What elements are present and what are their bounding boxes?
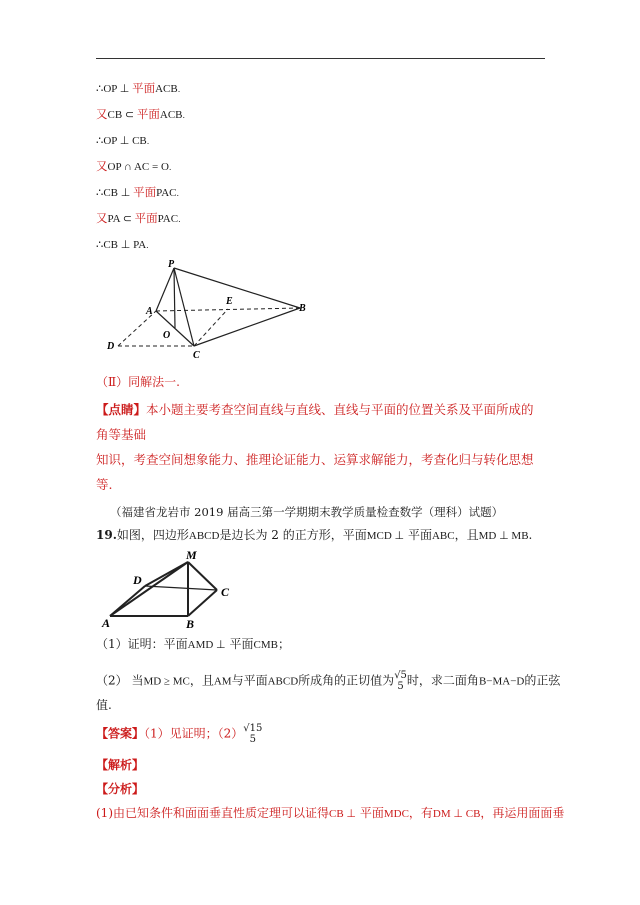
proof-prefix: 又: [96, 211, 108, 225]
fenxi-heading: 【分析】: [96, 782, 145, 796]
label-D2: D: [133, 573, 142, 587]
analysis-text-c: ，有: [408, 806, 433, 820]
problem-math-2: MCD ⊥: [366, 530, 405, 542]
proof-line: [96, 133, 149, 149]
question-2-line2: 值.: [96, 698, 112, 712]
q1-text-c: ；: [277, 637, 290, 651]
q2-text-e: 时，求二面角: [406, 673, 479, 688]
proof-math: OP ⊥ CB: [103, 135, 147, 147]
proof-suffix: .: [182, 111, 186, 120]
proof-line: [96, 159, 171, 175]
proof-prefix: 又: [96, 159, 108, 173]
analysis-text-a: (1)由已知条件和面面垂直性质定理可以证得: [96, 806, 329, 820]
figure-pyramid-mabcd: [100, 548, 240, 630]
proof-prefix: ∴: [96, 185, 104, 199]
q1-text-b: 平面: [225, 637, 254, 651]
proof-plane-word: 平面: [132, 81, 156, 95]
source-line: （福建省龙岩市 2019 届高三第一学期期末教学质量检查数学（理科）试题）: [110, 505, 504, 519]
comment-line1: 本小题主要考查空间直线与直线、直线与平面的位置关系及平面所成的角等基础: [96, 402, 534, 442]
answer-frac-den: 5: [249, 734, 257, 745]
label-B2: B: [186, 617, 195, 630]
label-M: M: [186, 548, 197, 562]
label-P: P: [168, 259, 175, 270]
label-O: O: [163, 330, 171, 341]
label-E: E: [226, 296, 233, 307]
analysis-text-b: 平面: [356, 806, 384, 820]
question-1: [96, 637, 290, 652]
analysis-line: [96, 806, 564, 821]
problem-math-4: MD ⊥ MB: [478, 530, 529, 542]
problem-text-b: 是边长为 2 的正方形，平面: [219, 528, 367, 542]
proof-plane-name: ACB: [155, 83, 178, 95]
q1-text-a: （1）证明：平面: [96, 637, 188, 651]
q2-math-4: B−MA−D: [478, 675, 525, 688]
label-B: B: [299, 303, 306, 314]
question-2: [96, 670, 560, 692]
proof-math: PA ⊂: [107, 213, 135, 225]
answer-frac-num: √15: [243, 723, 263, 734]
answer-text: （1）见证明；（2）: [144, 726, 244, 741]
proof-prefix: 又: [96, 107, 108, 121]
analysis-math-1: CB ⊥: [329, 808, 357, 820]
proof-line: [96, 211, 181, 227]
label-C2: C: [221, 585, 230, 599]
q2-text-b: ，且: [189, 673, 214, 688]
problem-math-1: ABCD: [188, 530, 220, 542]
proof-prefix: ∴: [96, 237, 104, 251]
problem-number: 19.: [96, 528, 117, 542]
q2-frac-den: 5: [397, 681, 404, 692]
answer-fraction: [243, 723, 262, 745]
label-C: C: [193, 350, 200, 361]
proof-prefix: ∴: [96, 81, 104, 95]
q2-frac-num: √5: [394, 670, 407, 681]
proof-math: CB ⊥: [103, 187, 134, 199]
problem-text-c: 平面: [404, 528, 432, 542]
q2-math-3: ABCD: [267, 675, 299, 688]
proof-suffix: .: [146, 241, 149, 250]
part2-note: （Ⅱ）同解法一.: [96, 375, 180, 389]
proof-line: [96, 185, 179, 201]
proof-math: OP ∩ AC = O: [107, 161, 169, 173]
proof-plane-word: 平面: [136, 107, 160, 121]
proof-suffix: .: [177, 85, 181, 94]
proof-suffix: .: [178, 215, 181, 224]
proof-plane-word: 平面: [134, 211, 158, 225]
figure-pyramid-pacb: [100, 256, 315, 366]
comment-block: [96, 397, 546, 497]
analysis-text-d: ，再运用面面垂: [480, 806, 565, 820]
problem-statement: [96, 528, 532, 543]
proof-prefix: ∴: [96, 133, 104, 147]
proof-line: [96, 81, 180, 97]
header-rule: [96, 58, 545, 59]
proof-line: [96, 107, 185, 123]
proof-suffix: .: [146, 137, 150, 146]
label-A: A: [146, 306, 153, 317]
analysis-math-3: DM ⊥ CB: [432, 808, 481, 820]
label-D: D: [107, 341, 115, 352]
analysis-math-2: MDC: [383, 808, 409, 820]
proof-plane-word: 平面: [133, 185, 157, 199]
q1-math-2: CMB: [253, 639, 278, 651]
proof-math: CB ⊥ PA: [103, 239, 147, 251]
q2-fraction: [394, 670, 407, 692]
proof-suffix: .: [176, 189, 180, 198]
proof-suffix: .: [168, 163, 172, 172]
q2-math-1: MD ≥ MC: [143, 675, 190, 688]
q2-text-d: 所成角的正切值为: [298, 673, 395, 688]
proof-math: OP ⊥: [103, 83, 133, 95]
proof-plane-name: ACB: [159, 109, 183, 121]
proof-plane-name: PAC: [156, 187, 177, 199]
comment-tag: 【点睛】: [96, 402, 147, 417]
proof-math: CB ⊂: [107, 109, 137, 121]
q2-text-a: （2） 当: [96, 673, 144, 688]
label-A2: A: [102, 616, 111, 630]
problem-text-e: .: [528, 528, 533, 542]
q2-math-2: AM: [213, 675, 232, 688]
problem-text-a: 如图，四边形: [116, 528, 189, 542]
answer-tag: 【答案】: [96, 726, 145, 741]
comment-line2: 知识，考查空间想象能力、推理论证能力、运算求解能力，考查化归与转化思想等.: [96, 452, 534, 492]
jiexi-heading: 【解析】: [96, 758, 145, 772]
answer-line: [96, 723, 262, 745]
q2-text-f: 的正弦: [524, 673, 561, 688]
proof-line: [96, 237, 149, 253]
q1-math-1: AMD ⊥: [187, 639, 226, 651]
q2-text-c: 与平面: [231, 673, 268, 688]
problem-text-d: ，且: [454, 528, 479, 542]
problem-math-3: ABC: [431, 530, 455, 542]
proof-plane-name: PAC: [157, 213, 179, 225]
